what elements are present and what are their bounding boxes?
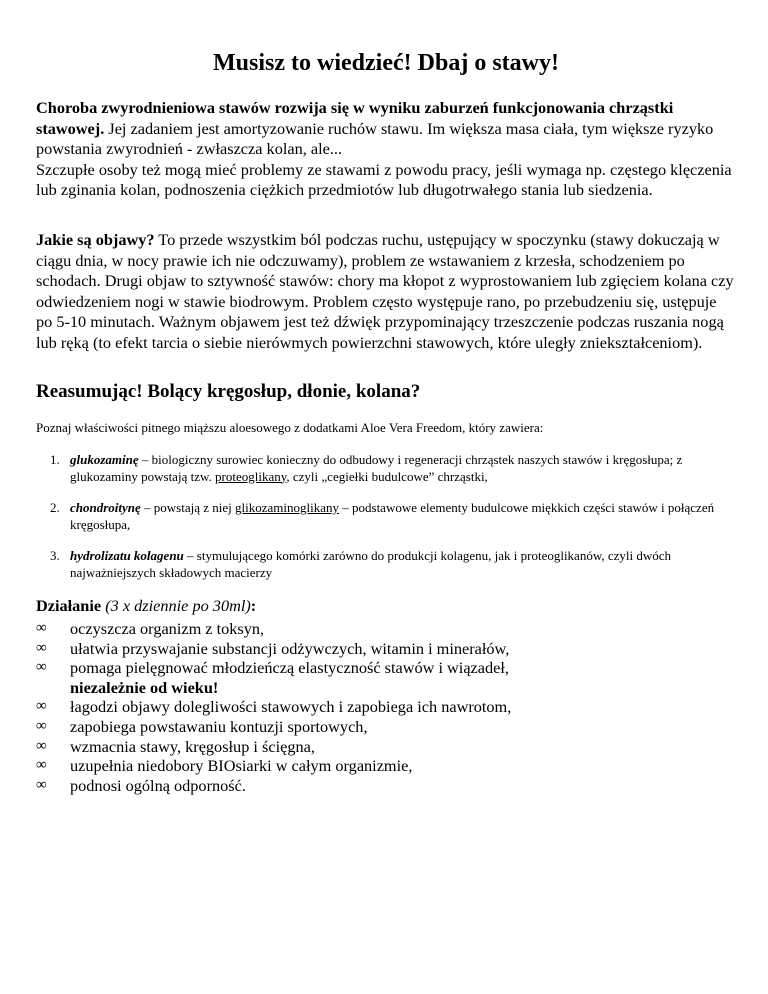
ingredient-text: – biologiczny surowiec konieczny do odbudowy i regeneracji chrząstek naszych stawów i kręgosłupa; z glukozaminy powstają tzw. xyxy=(70,452,683,484)
ingredient-text: – podstawowe elementy budulcowe miękkich części stawów i połączeń kręgosłupa, xyxy=(70,500,715,532)
infinity-bullet-icon: ∞ xyxy=(36,717,47,734)
infinity-bullet-icon: ∞ xyxy=(36,639,47,656)
paragraph-text: To przede wszystkim ból podczas ruchu, ustępujący w spoczynku (stawy dokuczają w ciągu dnia, w nocy prawie ich nie odczuwamy), problem ze wstawaniem z krzesła, schodzeniem po schodach. Drugi objaw to sztywność stawów: chory ma kłopot z wyprostowaniem lub zgięciem kolana czy odwiedzeniem nogi w stawie biodrowym. Problem często występuje rano, po przebudzeniu się, ustępuje po 5-10 minutach. Ważnym objawem jest też dźwięk przypominający trzeszczenie podczas ruszania nogą lub ręką (to efekt tarcia o siebie nierówmych powierzchni stawowych, które uległy zniekształceniom). xyxy=(36,230,734,352)
paragraph-degeneration xyxy=(36,98,736,201)
benefit-note: niezależnie od wieku! xyxy=(70,677,219,697)
benefit-text: wzmacnia stawy, kręgosłup i ścięgna, xyxy=(70,736,315,756)
list-item xyxy=(36,776,736,796)
list-item xyxy=(36,452,736,485)
list-item xyxy=(36,717,736,737)
ingredient-text: – powstają z niej xyxy=(140,500,236,515)
infinity-bullet-icon: ∞ xyxy=(36,659,47,676)
list-item xyxy=(36,619,736,639)
list-number: 2. xyxy=(50,500,60,515)
infinity-bullet-icon: ∞ xyxy=(36,737,47,754)
ingredient-term: chondroitynę xyxy=(70,500,141,515)
benefit-text: łagodzi objawy dolegliwości stawowych i zapobiega ich nawrotom, xyxy=(70,697,512,717)
list-item xyxy=(36,500,736,533)
list-number: 1. xyxy=(50,452,60,467)
infinity-bullet-icon: ∞ xyxy=(36,620,47,636)
intro-text: Poznaj właściwości pitnego miąższu aloesowego z dodatkami Aloe Vera Freedom, który zawiera: xyxy=(36,420,544,435)
benefit-text: uzupełnia niedobory BIOsiarki w całym organizmie, xyxy=(70,756,413,776)
paragraph-text: Jej zadaniem jest amortyzowanie ruchów stawu. Im większa masa ciała, tym większe ryzyko powstania zwyrodnień - zwłaszcza kolan, ale... xyxy=(36,118,714,159)
ingredient-link[interactable]: glikozaminoglikany xyxy=(235,500,340,515)
section-heading: Reasumując! Bolący kręgosłup, dłonie, kolana? xyxy=(36,381,421,402)
list-number: 3. xyxy=(50,548,60,563)
list-item xyxy=(36,737,736,757)
infinity-bullet-icon: ∞ xyxy=(36,776,47,793)
paragraph-text: Szczupłe osoby też mogą mieć problemy ze stawami z powodu pracy, jeśli wymaga np. częstego klęczenia lub zginania kolan, podnoszenia ciężkich przedmiotów lub długotrwałego stania lub siedzenia. xyxy=(36,159,732,200)
page-title: Musisz to wiedzieć! Dbaj o stawy! xyxy=(213,50,559,76)
ingredients-list xyxy=(36,452,736,596)
ingredient-term: hydrolizatu kolagenu xyxy=(70,548,184,563)
paragraph-lead-bold: Jakie są objawy? xyxy=(36,230,155,249)
action-heading xyxy=(36,596,256,616)
list-item xyxy=(36,756,736,776)
benefit-text: pomaga pielęgnować młodzieńczą elastyczność stawów i wiązadeł, xyxy=(70,658,509,678)
list-item xyxy=(36,548,736,581)
ingredient-text: – stymulującego komórki zarówno do produkcji kolagenu, jak i proteoglikanów, czyli dwóch najważniejszych składowych macierzy xyxy=(70,548,672,580)
benefits-list xyxy=(36,619,736,795)
ingredient-text: , czyli „cegiełki budulcowe” chrząstki, xyxy=(286,468,488,484)
ingredient-link[interactable]: proteoglikany xyxy=(215,468,287,484)
ingredient-term: glukozaminę xyxy=(70,452,139,467)
list-item xyxy=(36,639,736,659)
action-dose: (3 x dziennie po 30ml) xyxy=(105,596,251,615)
action-label: Działanie xyxy=(36,596,102,615)
paragraph-lead-bold: Choroba zwyrodnieniowa stawów rozwija się w wyniku zaburzeń funkcjonowania chrząstki stawowej. xyxy=(36,98,674,138)
list-item xyxy=(36,658,736,697)
infinity-bullet-icon: ∞ xyxy=(36,757,47,774)
list-item xyxy=(36,697,736,717)
benefit-text: ułatwia przyswajanie substancji odżywczych, witamin i minerałów, xyxy=(70,638,510,658)
benefit-text: podnosi ogólną odporność. xyxy=(70,775,246,795)
benefit-text: zapobiega powstawaniu kontuzji sportowych, xyxy=(70,716,368,736)
infinity-bullet-icon: ∞ xyxy=(36,698,47,715)
benefit-text: oczyszcza organizm z toksyn, xyxy=(70,619,265,638)
paragraph-symptoms xyxy=(36,230,736,354)
action-colon: : xyxy=(250,596,257,615)
